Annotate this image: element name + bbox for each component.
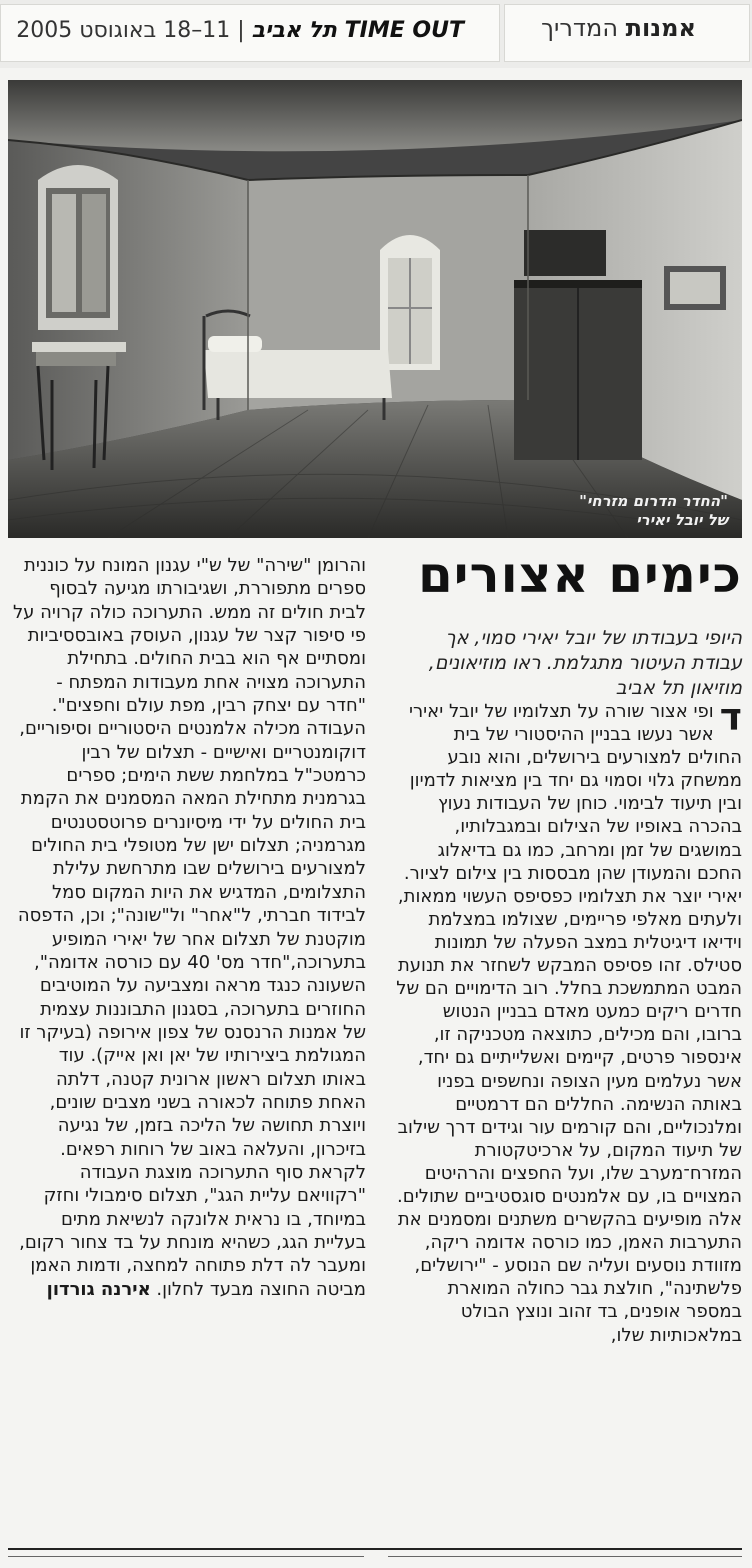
photo-caption-title: "החדר הדרום מזרחי" bbox=[579, 492, 728, 510]
footer-rule bbox=[8, 1548, 742, 1550]
section-label-bold: אמנות bbox=[625, 14, 696, 42]
dropcap-letter: ד bbox=[719, 695, 742, 739]
room-photo-image bbox=[8, 80, 742, 538]
section-label bbox=[541, 14, 696, 42]
photo-caption bbox=[579, 492, 742, 530]
room-photo bbox=[8, 80, 742, 538]
issue-dates: | 11–18 באוגוסט 2005 bbox=[16, 18, 245, 43]
footer-rule-left bbox=[8, 1556, 364, 1557]
footer-rule-right bbox=[388, 1556, 742, 1557]
article-deck: היופי בעבודתו של יובל יאירי סמוי, אך עבודת העיטור מתגלמת. ראו מוזיאונים, מוזיאון תל אביב bbox=[428, 627, 742, 699]
body-right-text: ופי אצור שורה על תצלומיו של יובל יאירי אשר נעשו בבניין ההיסטורי של בית החולים למצורעים בירושלים, והוא נובע ממשחק גלוי וסמוי גם יחד בין מציאות לדמיון ובין תיעוד לבימוי. כוחן של העבודות נעוץ בהכרה באופיו של הצילום ובמגבלותיו, במושגים של זמן ומרחב, כמו גם בדיאלוג החכם והמעודן שהן מבססות בין צילום לציור. יאירי יוצר את תצלומיו כפסיפס העשוי ממאות, ולעתים מאלפי פריימים, שצולמו במצלמת וידיאו דיגיטלית במצב הפעלה של תמונות סטילס. זהו פסיפס המבקש לשחזר את תנועת המבט המתמשכת בחלל. רוב הדימויים הם של חדרים ריקים כמעט מאדם בבניין הנטוש ברובו, והם מכילים, כתוצאה מטכניקה זו, אינספור פרטים, קיימים ואשלייתיים גם יחד, אשר נעלמים מעין הצופה ונחשפים בפניו באותה הנשימה. החללים הם דרמטיים ומלנכוליים, והם קורמים עור וגידים דרך שילוב של תיעוד המקום, על ארכיטקטורת המזרח־מערב שלו, ועל החפצים והרהיטים המצויים בו, עם אלמנטים סוגסטיביים שתולים. אלה מופיעים בהקשרים משתנים ומסמנים את התערבות האמן, כמו כורסה אדומה ריקה, מזוודת נוסעים ועליה שם הנוסע - "ירושלים, פלשתינה", חולצת גבר כחולה המוארת במספר אופנים, בד זהוב ונוצץ הבולט במלאכותיות שלו, bbox=[396, 701, 742, 1346]
photo-caption-credit: של יובל יאירי bbox=[636, 511, 728, 529]
article-body-right-column bbox=[394, 695, 742, 1347]
author-byline: אירנה גורדון bbox=[46, 1278, 151, 1300]
body-left-text: והרומן "שירה" של ש"י עגנון המונח על כוננית ספרים מתפוררת, ושגיבורתו מגיעה לבסוף לבית חולים זה ממש. התערוכה כולה קרויה על פי סיפור קצר של עגנון, העוסק באובססיביות ומסתיים אף הוא בבית החולים. בתחילת התערוכה מצויה אחת מעבודות המפתח - "חדר עם יצחק רבין, מפת עולם וחפצים". העבודה מכילה אלמנטים היסטוריים וסיפוריים, דוקומנטריים ואישיים - תצלום של רבין כרמטכ"ל במלחמת ששת הימים; ספרים בגרמנית מתחילת המאה המסמנים את הקמת בית החולים על ידי מיסיונרים פרוטסטנטים מגרמניה; תצלום ישן של מטופלי בית החולים למצורעים בירושלים שבו מתרחשת עלילת התצלומים, המדגיש את היות המקום סמל לבידוד חברתי, ל"אחר" ול"שונה"; וכן, הדפסה מוקטנת של תצלום אחר של יאירי המופיע בתערוכה,"חדר מס' 40 עם כורסה אדומה", השעונה כנגד מראה ומצביעה על המוטיבים החוזרים בתערוכה, בסגנון התבוננות עצמית של אמנות הרנסנס של צפון אירופה (בעיקר זו המגולמת ביצירותיו של יאן ואן אייק). עוד באותו תצלום ראשון ארונית קטנה, דלתה האחת פתוחה לכאורה בשני מצבים שונים, ויוצרת תחושה של הליכה בזמן, של נגיעה בזיכרון, והעלאה באוב של רוחות רפאים. לקראת סוף התערוכה מוצגת העבודה "רקוויאם עליית הגג", תצלום סימבולי וחזק במיוחד, בו נראית אלונקה לנשיאת מתים בעליית הגג, כשהיא מונחת על בד צחור רקום, ומעבר לה דלת פתוחה למחצה, ודמות האמן מביטה החוצה מבעד לחלון. bbox=[12, 555, 366, 1300]
article-headline: כימים אצורים bbox=[417, 546, 742, 604]
magazine-brand: TIME OUT תל אביב bbox=[251, 18, 464, 43]
article-body-left-column bbox=[12, 554, 366, 1301]
section-label-rest: המדריך bbox=[541, 14, 618, 42]
issue-line bbox=[16, 18, 464, 43]
